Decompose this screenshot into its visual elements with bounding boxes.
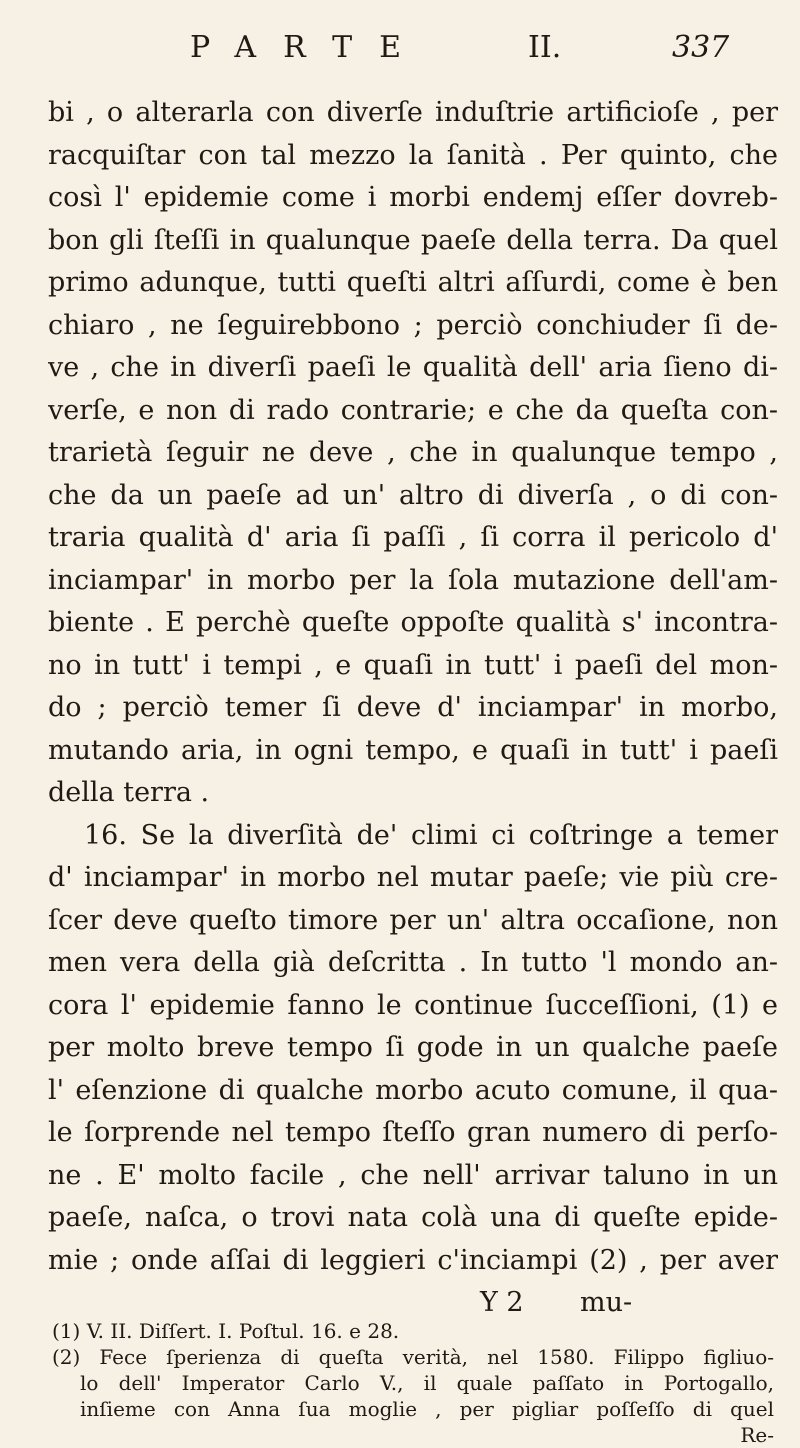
- text-line: bi , o alterarla con diverſe induſtrie artificioſe , per: [48, 97, 778, 128]
- text-line: inciampar' in morbo per la ſola mutazione dell'am-: [48, 564, 778, 596]
- text-line: per molto breve tempo ſi gode in un qualche paeſe: [48, 1032, 778, 1063]
- footnote-1: (1) V. II. Diſſert. I. Poſtul. 16. e 28.: [52, 1319, 400, 1343]
- text-line: racquiſtar con tal mezzo la ſanità . Per quinto, che: [48, 139, 778, 171]
- text-line: ſcer deve queſto timore per un' altra occaſione, non: [48, 904, 778, 936]
- text-line: l' eſenzione di qualche morbo acuto comune, il qua-: [48, 1074, 778, 1106]
- text-line: ve , che in diverſi paeſi le qualità dell' aria ſieno di-: [48, 352, 778, 383]
- text-line: così l' epidemie come i morbi endemj eſſer dovreb-: [48, 182, 778, 213]
- text-line: trarietà ſeguir ne deve , che in qualunque tempo ,: [48, 437, 778, 468]
- body-text: [48, 92, 778, 1325]
- text-line: d' inciampar' in morbo nel mutar paeſe; vie più cre-: [48, 862, 778, 893]
- signature-mark: Y 2: [480, 1287, 524, 1318]
- text-line: cora l' epidemie fanno le continue ſucceſſioni, (1) e: [48, 989, 778, 1021]
- text-line: no in tutt' i tempi , e quaſi in tutt' i paeſi del mon-: [48, 649, 778, 681]
- text-line: bon gli ſteſſi in qualunque paeſe della terra. Da quel: [48, 224, 778, 256]
- footnote-catchword: Re-: [740, 1423, 774, 1447]
- text-line: primo adunque, tutti queſti altri aſſurdi, come è ben: [48, 267, 778, 298]
- text-line: che da un paeſe ad un' altro di diverſa , o di con-: [48, 479, 778, 511]
- text-line: traria qualità d' aria ſi paſſi , ſi corra il pericolo d': [48, 522, 778, 553]
- text-line: mie ; onde aſſai di leggieri c'inciampi (2) , per aver: [48, 1244, 778, 1276]
- text-line: paeſe, naſca, o trovi nata colà una di queſte epide-: [48, 1202, 778, 1233]
- text-line: chiaro , ne ſeguirebbono ; perciò conchiuder ſi de-: [48, 309, 778, 341]
- paragraph-start: 16. Se la diverſità de' climi ci coſtringe a temer: [84, 819, 778, 851]
- catchword: mu-: [580, 1287, 633, 1318]
- text-line: men vera della già deſcritta . In tutto 'l mondo an-: [48, 947, 778, 978]
- footnotes: [52, 1318, 774, 1448]
- text-line: biente . E perchè queſte oppoſte qualità s' incontra-: [48, 607, 778, 638]
- header-section: II.: [528, 30, 562, 65]
- text-line: mutando aria, in ogni tempo, e quaſi in tutt' i paeſi: [48, 734, 778, 766]
- text-line: verſe, e non di rado contrarie; e che da queſta con-: [48, 394, 778, 426]
- footnote-2-cont: lo dell' Imperator Carlo V., il quale paſſato in Portogallo,: [80, 1371, 774, 1395]
- running-header: [190, 30, 750, 80]
- footnote-2-cont: inſieme con Anna ſua moglie , per pigliar poſſeſſo di quel: [80, 1397, 774, 1421]
- text-line: le ſorprende nel tempo ſteſſo gran numero di perſo-: [48, 1117, 778, 1148]
- text-line: ne . E' molto facile , che nell' arrivar taluno in un: [48, 1159, 778, 1191]
- header-part: PARTE: [190, 30, 429, 65]
- footnote-2: (2) Fece ſperienza di queſta verità, nel 1580. Filippo figliuo-: [52, 1345, 774, 1369]
- page-number: 337: [672, 30, 730, 65]
- text-line: do ; perciò temer ſi deve d' inciampar' in morbo,: [48, 692, 778, 723]
- text-line: della terra .: [48, 777, 210, 808]
